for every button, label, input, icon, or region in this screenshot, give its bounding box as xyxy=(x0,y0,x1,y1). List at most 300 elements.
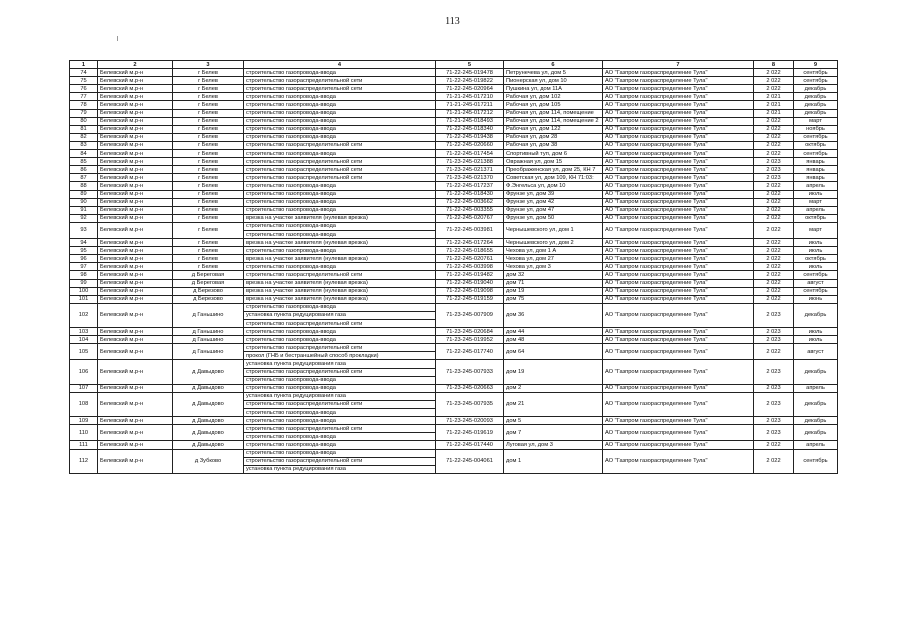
month-cell: сентябрь xyxy=(794,133,838,141)
table-row xyxy=(70,247,838,255)
year-cell: 2 022 xyxy=(754,247,794,255)
year-cell: 2 022 xyxy=(754,255,794,263)
address-cell: Чехова ул, дом 1 А xyxy=(504,247,603,255)
work-type-cell: строительство газораспределительной сети xyxy=(244,158,436,166)
locality-cell: д Давыдово xyxy=(173,392,244,416)
locality-cell: д Давыдово xyxy=(173,417,244,425)
address-cell: Спортивный туп, дом 6 xyxy=(504,150,603,158)
application-code-cell: 71-23-245-021388 xyxy=(436,158,504,166)
organization-cell: АО "Газпром газораспределение Тула" xyxy=(603,279,754,287)
address-cell: дом 48 xyxy=(504,336,603,344)
organization-cell: АО "Газпром газораспределение Тула" xyxy=(603,449,754,473)
locality-cell: г Белев xyxy=(173,263,244,271)
year-cell: 2 022 xyxy=(754,117,794,125)
work-type-cell: врезка на участке заявителя (нулевая врезка) xyxy=(244,214,436,222)
district-cell: Белевский м.р-н xyxy=(98,85,173,93)
application-code-cell: 71-22-245-020761 xyxy=(436,255,504,263)
work-type-cell: строительство газораспределительной сети xyxy=(244,77,436,85)
district-cell: Белевский м.р-н xyxy=(98,214,173,222)
organization-cell: АО "Газпром газораспределение Тула" xyxy=(603,417,754,425)
application-code-cell: 71-21-245-017211 xyxy=(436,101,504,109)
month-cell: декабрь xyxy=(794,101,838,109)
application-code-cell: 71-22-245-017264 xyxy=(436,239,504,247)
table-row xyxy=(70,425,838,433)
address-cell: Ф.Энгельса ул, дом 10 xyxy=(504,182,603,190)
application-code-cell: 71-23-245-007935 xyxy=(436,392,504,416)
month-cell: март xyxy=(794,117,838,125)
year-cell: 2 022 xyxy=(754,214,794,222)
application-code-cell: 71-23-245-019952 xyxy=(436,336,504,344)
locality-cell: г Белев xyxy=(173,101,244,109)
work-type-cell: строительство газопровода-ввода xyxy=(244,125,436,133)
header-cell: 2 xyxy=(98,61,173,69)
month-cell: декабрь xyxy=(794,425,838,441)
address-cell: Фрунзе ул, дом 47 xyxy=(504,206,603,214)
locality-cell: г Белев xyxy=(173,174,244,182)
table-row xyxy=(70,214,838,222)
locality-cell: д Береговая xyxy=(173,271,244,279)
year-cell: 2 022 xyxy=(754,222,794,238)
work-type-cell: строительство газопровода-ввода xyxy=(244,328,436,336)
row-number: 104 xyxy=(70,336,98,344)
district-cell: Белевский м.р-н xyxy=(98,344,173,360)
organization-cell: АО "Газпром газораспределение Тула" xyxy=(603,384,754,392)
organization-cell: АО "Газпром газораспределение Тула" xyxy=(603,77,754,85)
locality-cell: д Давыдово xyxy=(173,441,244,449)
year-cell: 2 023 xyxy=(754,392,794,416)
year-cell: 2 023 xyxy=(754,166,794,174)
year-cell: 2 023 xyxy=(754,417,794,425)
organization-cell: АО "Газпром газораспределение Тула" xyxy=(603,141,754,149)
year-cell: 2 022 xyxy=(754,69,794,77)
work-type-cell: строительство газопровода-ввода xyxy=(244,303,436,311)
row-number: 102 xyxy=(70,303,98,327)
application-code-cell: 71-23-245-020684 xyxy=(436,328,504,336)
year-cell: 2 022 xyxy=(754,133,794,141)
application-code-cell: 71-22-245-003998 xyxy=(436,263,504,271)
year-cell: 2 022 xyxy=(754,141,794,149)
locality-cell: г Белев xyxy=(173,69,244,77)
locality-cell: г Белев xyxy=(173,141,244,149)
locality-cell: г Белев xyxy=(173,206,244,214)
work-type-cell: строительство газопровода-ввода xyxy=(244,247,436,255)
row-number: 105 xyxy=(70,344,98,360)
district-cell: Белевский м.р-н xyxy=(98,279,173,287)
row-number: 89 xyxy=(70,190,98,198)
table-row xyxy=(70,69,838,77)
organization-cell: АО "Газпром газораспределение Тула" xyxy=(603,271,754,279)
row-number: 74 xyxy=(70,69,98,77)
table-row xyxy=(70,336,838,344)
row-number: 79 xyxy=(70,109,98,117)
application-code-cell: 71-21-245-017212 xyxy=(436,109,504,117)
district-cell: Белевский м.р-н xyxy=(98,441,173,449)
work-type-cell: строительство газопровода-ввода xyxy=(244,417,436,425)
year-cell: 2 023 xyxy=(754,158,794,166)
district-cell: Белевский м.р-н xyxy=(98,117,173,125)
district-cell: Белевский м.р-н xyxy=(98,222,173,238)
row-number: 91 xyxy=(70,206,98,214)
header-cell: 7 xyxy=(603,61,754,69)
district-cell: Белевский м.р-н xyxy=(98,141,173,149)
year-cell: 2 022 xyxy=(754,182,794,190)
work-type-cell: строительство газопровода-ввода xyxy=(244,101,436,109)
district-cell: Белевский м.р-н xyxy=(98,392,173,416)
application-code-cell: 71-22-245-017454 xyxy=(436,150,504,158)
year-cell: 2 023 xyxy=(754,384,794,392)
work-type-cell: строительство газопровода-ввода xyxy=(244,109,436,117)
table-row xyxy=(70,295,838,303)
table-row xyxy=(70,263,838,271)
application-code-cell: 71-23-245-020663 xyxy=(436,384,504,392)
address-cell: дом 64 xyxy=(504,344,603,360)
application-code-cell: 71-23-245-020093 xyxy=(436,417,504,425)
table-row xyxy=(70,85,838,93)
month-cell: июль xyxy=(794,247,838,255)
organization-cell: АО "Газпром газораспределение Тула" xyxy=(603,255,754,263)
work-type-cell: строительство газопровода-ввода xyxy=(244,198,436,206)
work-type-cell: строительство газопровода-ввода xyxy=(244,182,436,190)
year-cell: 2 023 xyxy=(754,336,794,344)
organization-cell: АО "Газпром газораспределение Тула" xyxy=(603,336,754,344)
year-cell: 2 022 xyxy=(754,344,794,360)
locality-cell: г Белев xyxy=(173,93,244,101)
table-row xyxy=(70,417,838,425)
header-cell: 6 xyxy=(504,61,603,69)
address-cell: дом 7 xyxy=(504,425,603,441)
month-cell: сентябрь xyxy=(794,271,838,279)
table-row xyxy=(70,239,838,247)
application-code-cell: 71-22-245-020767 xyxy=(436,214,504,222)
row-number: 110 xyxy=(70,425,98,441)
address-cell: дом 36 xyxy=(504,303,603,327)
work-type-cell: строительство газораспределительной сети xyxy=(244,271,436,279)
locality-cell: д Березово xyxy=(173,287,244,295)
work-type-cell: строительство газораспределительной сети xyxy=(244,166,436,174)
application-code-cell: 71-22-245-019822 xyxy=(436,77,504,85)
month-cell: октябрь xyxy=(794,255,838,263)
application-code-cell: 71-22-245-003662 xyxy=(436,198,504,206)
address-cell: Преображенская ул, дом 25, КН 7 xyxy=(504,166,603,174)
locality-cell: г Белев xyxy=(173,198,244,206)
month-cell: апрель xyxy=(794,182,838,190)
address-cell: дом 32 xyxy=(504,271,603,279)
month-cell: октябрь xyxy=(794,141,838,149)
work-type-cell: строительство газопровода-ввода xyxy=(244,376,436,384)
year-cell: 2 022 xyxy=(754,77,794,85)
month-cell: ноябрь xyxy=(794,125,838,133)
table-row xyxy=(70,360,838,368)
row-number: 106 xyxy=(70,360,98,384)
table-row xyxy=(70,198,838,206)
table-row xyxy=(70,150,838,158)
year-cell: 2 022 xyxy=(754,150,794,158)
row-number: 90 xyxy=(70,198,98,206)
locality-cell: г Белев xyxy=(173,166,244,174)
table-row xyxy=(70,125,838,133)
district-cell: Белевский м.р-н xyxy=(98,109,173,117)
year-cell: 2 022 xyxy=(754,279,794,287)
work-type-cell: строительство газораспределительной сети xyxy=(244,344,436,352)
organization-cell: АО "Газпром газораспределение Тула" xyxy=(603,198,754,206)
work-type-cell: врезка на участке заявителя (нулевая врезка) xyxy=(244,255,436,263)
work-type-cell: строительство газопровода-ввода xyxy=(244,206,436,214)
organization-cell: АО "Газпром газораспределение Тула" xyxy=(603,133,754,141)
locality-cell: д Березово xyxy=(173,295,244,303)
work-type-cell: строительство газораспределительной сети xyxy=(244,368,436,376)
year-cell: 2 022 xyxy=(754,295,794,303)
district-cell: Белевский м.р-н xyxy=(98,206,173,214)
table-row xyxy=(70,271,838,279)
header-row xyxy=(70,61,838,69)
row-number: 77 xyxy=(70,93,98,101)
table-row xyxy=(70,190,838,198)
page-number: 113 xyxy=(445,16,460,27)
organization-cell: АО "Газпром газораспределение Тула" xyxy=(603,125,754,133)
application-code-cell: 71-21-245-017210 xyxy=(436,93,504,101)
organization-cell: АО "Газпром газораспределение Тула" xyxy=(603,239,754,247)
locality-cell: д Береговая xyxy=(173,279,244,287)
year-cell: 2 022 xyxy=(754,449,794,473)
locality-cell: г Белев xyxy=(173,239,244,247)
row-number: 84 xyxy=(70,150,98,158)
work-type-cell: строительство газопровода-ввода xyxy=(244,230,436,238)
year-cell: 2 022 xyxy=(754,190,794,198)
locality-cell: г Белев xyxy=(173,77,244,85)
month-cell: июль xyxy=(794,263,838,271)
work-type-cell: строительство газораспределительной сети xyxy=(244,320,436,328)
row-number: 87 xyxy=(70,174,98,182)
district-cell: Белевский м.р-н xyxy=(98,150,173,158)
application-code-cell: 71-22-245-003355 xyxy=(436,206,504,214)
organization-cell: АО "Газпром газораспределение Тула" xyxy=(603,109,754,117)
row-number: 103 xyxy=(70,328,98,336)
work-type-cell: врезка на участке заявителя (нулевая врезка) xyxy=(244,279,436,287)
header-cell: 9 xyxy=(794,61,838,69)
table-row xyxy=(70,279,838,287)
locality-cell: г Белев xyxy=(173,117,244,125)
month-cell: март xyxy=(794,222,838,238)
header-cell: 5 xyxy=(436,61,504,69)
month-cell: декабрь xyxy=(794,303,838,327)
address-cell: Рабочая ул, дом 102 xyxy=(504,93,603,101)
year-cell: 2 022 xyxy=(754,206,794,214)
organization-cell: АО "Газпром газораспределение Тула" xyxy=(603,85,754,93)
district-cell: Белевский м.р-н xyxy=(98,360,173,384)
district-cell: Белевский м.р-н xyxy=(98,239,173,247)
header-cell: 1 xyxy=(70,61,98,69)
organization-cell: АО "Газпром газораспределение Тула" xyxy=(603,360,754,384)
locality-cell: г Белев xyxy=(173,247,244,255)
organization-cell: АО "Газпром газораспределение Тула" xyxy=(603,206,754,214)
application-code-cell: 71-22-245-017237 xyxy=(436,182,504,190)
district-cell: Белевский м.р-н xyxy=(98,247,173,255)
address-cell: Овражная ул, дом 15 xyxy=(504,158,603,166)
address-cell: Пионерская ул, дом 10 xyxy=(504,77,603,85)
application-code-cell: 71-23-245-007933 xyxy=(436,360,504,384)
address-cell: дом 19 xyxy=(504,287,603,295)
application-code-cell: 71-22-245-020660 xyxy=(436,141,504,149)
district-cell: Белевский м.р-н xyxy=(98,77,173,85)
month-cell: апрель xyxy=(794,206,838,214)
address-cell: Фрунзе ул, дом 50 xyxy=(504,214,603,222)
application-code-cell: 71-22-245-018655 xyxy=(436,247,504,255)
organization-cell: АО "Газпром газораспределение Тула" xyxy=(603,190,754,198)
work-type-cell: установка пункта редуцирования газа xyxy=(244,311,436,319)
month-cell: январь xyxy=(794,166,838,174)
year-cell: 2 022 xyxy=(754,239,794,247)
organization-cell: АО "Газпром газораспределение Тула" xyxy=(603,117,754,125)
district-cell: Белевский м.р-н xyxy=(98,449,173,473)
month-cell: сентябрь xyxy=(794,69,838,77)
address-cell: Фрунзе ул, дом 39 xyxy=(504,190,603,198)
organization-cell: АО "Газпром газораспределение Тула" xyxy=(603,303,754,327)
work-type-cell: строительство газопровода-ввода xyxy=(244,222,436,230)
locality-cell: д Давыдово xyxy=(173,425,244,441)
year-cell: 2 023 xyxy=(754,360,794,384)
month-cell: апрель xyxy=(794,384,838,392)
table-row xyxy=(70,255,838,263)
year-cell: 2 022 xyxy=(754,198,794,206)
month-cell: июль xyxy=(794,239,838,247)
work-type-cell: врезка на участке заявителя (нулевая врезка) xyxy=(244,287,436,295)
locality-cell: г Белев xyxy=(173,182,244,190)
row-number: 101 xyxy=(70,295,98,303)
month-cell: декабрь xyxy=(794,93,838,101)
row-number: 98 xyxy=(70,271,98,279)
table-row xyxy=(70,101,838,109)
row-number: 99 xyxy=(70,279,98,287)
address-cell: дом 44 xyxy=(504,328,603,336)
row-number: 82 xyxy=(70,133,98,141)
month-cell: август xyxy=(794,344,838,360)
district-cell: Белевский м.р-н xyxy=(98,93,173,101)
row-number: 96 xyxy=(70,255,98,263)
year-cell: 2 021 xyxy=(754,109,794,117)
district-cell: Белевский м.р-н xyxy=(98,384,173,392)
address-cell: Пушкина ул, дом 11А xyxy=(504,85,603,93)
row-number: 88 xyxy=(70,182,98,190)
locality-cell: г Белев xyxy=(173,150,244,158)
scan-mark xyxy=(117,36,118,41)
district-cell: Белевский м.р-н xyxy=(98,271,173,279)
locality-cell: д Ганьшино xyxy=(173,344,244,360)
organization-cell: АО "Газпром газораспределение Тула" xyxy=(603,166,754,174)
address-cell: Луговая ул, дом 3 xyxy=(504,441,603,449)
table-row xyxy=(70,222,838,230)
row-number: 86 xyxy=(70,166,98,174)
month-cell: август xyxy=(794,279,838,287)
organization-cell: АО "Газпром газораспределение Тула" xyxy=(603,425,754,441)
row-number: 83 xyxy=(70,141,98,149)
registry-table xyxy=(69,60,838,474)
organization-cell: АО "Газпром газораспределение Тула" xyxy=(603,287,754,295)
district-cell: Белевский м.р-н xyxy=(98,158,173,166)
table-row xyxy=(70,449,838,457)
work-type-cell: строительство газораспределительной сети xyxy=(244,141,436,149)
month-cell: сентябрь xyxy=(794,449,838,473)
row-number: 93 xyxy=(70,222,98,238)
address-cell: Рабочая ул, дом 122 xyxy=(504,125,603,133)
header-cell: 8 xyxy=(754,61,794,69)
month-cell: июнь xyxy=(794,295,838,303)
month-cell: октябрь xyxy=(794,214,838,222)
table-row xyxy=(70,384,838,392)
work-type-cell: врезка на участке заявителя (нулевая врезка) xyxy=(244,295,436,303)
work-type-cell: строительство газопровода-ввода xyxy=(244,336,436,344)
organization-cell: АО "Газпром газораспределение Тула" xyxy=(603,328,754,336)
locality-cell: г Белев xyxy=(173,133,244,141)
table-row xyxy=(70,77,838,85)
month-cell: январь xyxy=(794,158,838,166)
year-cell: 2 023 xyxy=(754,303,794,327)
work-type-cell: строительство газораспределительной сети xyxy=(244,457,436,465)
row-number: 78 xyxy=(70,101,98,109)
month-cell: декабрь xyxy=(794,360,838,384)
locality-cell: г Белев xyxy=(173,109,244,117)
application-code-cell: 71-22-245-018340 xyxy=(436,125,504,133)
table-row xyxy=(70,133,838,141)
work-type-cell: строительство газопровода-ввода xyxy=(244,433,436,441)
header-cell: 4 xyxy=(244,61,436,69)
application-code-cell: 71-23-245-021371 xyxy=(436,166,504,174)
district-cell: Белевский м.р-н xyxy=(98,255,173,263)
application-code-cell: 71-22-245-019098 xyxy=(436,287,504,295)
row-number: 112 xyxy=(70,449,98,473)
month-cell: сентябрь xyxy=(794,77,838,85)
work-type-cell: строительство газопровода-ввода xyxy=(244,150,436,158)
district-cell: Белевский м.р-н xyxy=(98,69,173,77)
application-code-cell: 71-22-245-019482 xyxy=(436,271,504,279)
month-cell: декабрь xyxy=(794,85,838,93)
table-row xyxy=(70,182,838,190)
month-cell: январь xyxy=(794,174,838,182)
locality-cell: г Белев xyxy=(173,255,244,263)
application-code-cell: 71-22-245-018430 xyxy=(436,190,504,198)
year-cell: 2 022 xyxy=(754,85,794,93)
table-row xyxy=(70,392,838,400)
month-cell: март xyxy=(794,198,838,206)
application-code-cell: 71-22-245-019619 xyxy=(436,425,504,441)
table-row xyxy=(70,206,838,214)
table-row xyxy=(70,109,838,117)
work-type-cell: строительство газопровода-ввода xyxy=(244,69,436,77)
year-cell: 2 022 xyxy=(754,125,794,133)
table-row xyxy=(70,287,838,295)
application-code-cell: 71-22-245-017440 xyxy=(436,441,504,449)
locality-cell: д Зубково xyxy=(173,449,244,473)
month-cell: июль xyxy=(794,190,838,198)
work-type-cell: врезка на участке заявителя (нулевая врезка) xyxy=(244,239,436,247)
address-cell: дом 71 xyxy=(504,279,603,287)
district-cell: Белевский м.р-н xyxy=(98,303,173,327)
work-type-cell: строительство газопровода-ввода xyxy=(244,441,436,449)
table-row xyxy=(70,93,838,101)
address-cell: Фрунзе ул, дом 42 xyxy=(504,198,603,206)
row-number: 95 xyxy=(70,247,98,255)
row-number: 92 xyxy=(70,214,98,222)
address-cell: Рабочая ул, дом 114, помещение xyxy=(504,109,603,117)
address-cell: дом 19 xyxy=(504,360,603,384)
locality-cell: г Белев xyxy=(173,190,244,198)
table-row xyxy=(70,141,838,149)
work-type-cell: строительство газопровода-ввода xyxy=(244,449,436,457)
district-cell: Белевский м.р-н xyxy=(98,263,173,271)
district-cell: Белевский м.р-н xyxy=(98,417,173,425)
application-code-cell: 71-21-245-018493 xyxy=(436,117,504,125)
locality-cell: г Белев xyxy=(173,214,244,222)
organization-cell: АО "Газпром газораспределение Тула" xyxy=(603,101,754,109)
